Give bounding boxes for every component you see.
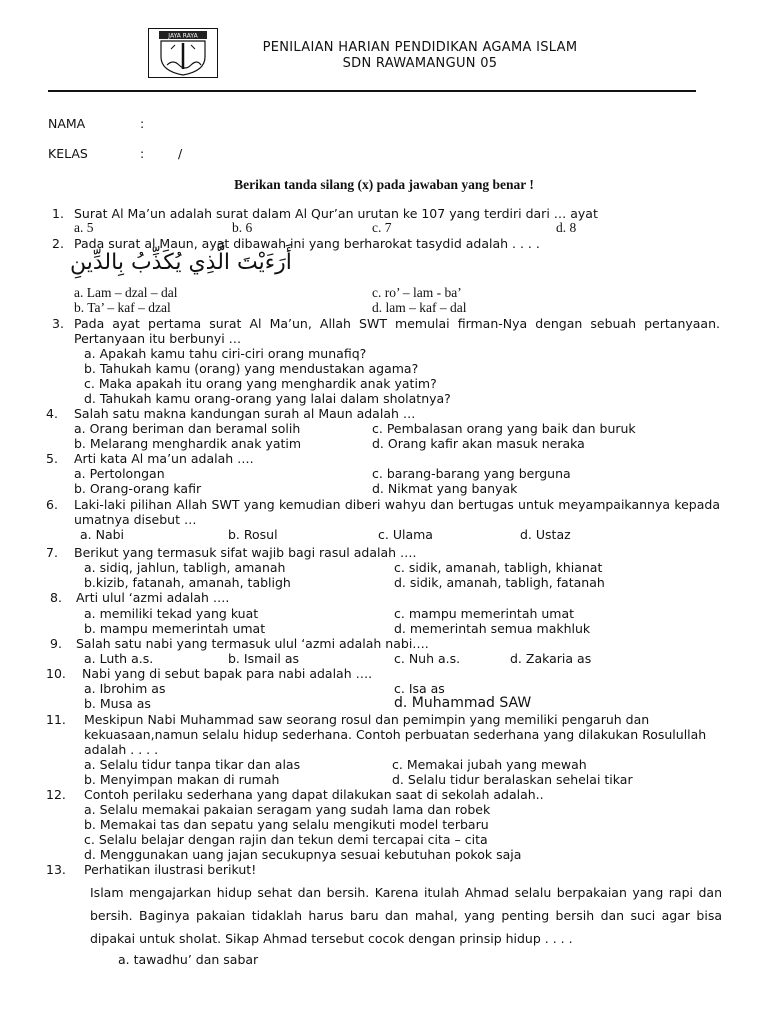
q2-option-a[interactable]: a. Lam – dzal – dal (74, 285, 178, 300)
q11-number: 11. (46, 712, 66, 727)
q13-paragraph-line2: bersih. Baginya pakaian tidaklah harus baru dan mahal, yang penting bersih dan suci agar bisa (90, 908, 722, 923)
q11-text-line3: adalah . . . . (84, 742, 159, 757)
q5-option-c[interactable]: c. barang-barang yang berguna (372, 466, 571, 481)
q9-option-b[interactable]: b. Ismail as (228, 651, 300, 666)
q10-option-a[interactable]: a. Ibrohim as (84, 681, 166, 696)
q4-option-b[interactable]: b. Melarang menghardik anak yatim (74, 436, 302, 451)
q4-text: Salah satu makna kandungan surah al Maun adalah … (74, 406, 416, 421)
school-logo (148, 28, 218, 78)
q3-text-line2: Pertanyaan itu berbunyi … (74, 331, 242, 346)
q11-option-d[interactable]: d. Selalu tidur beralaskan sehelai tikar (392, 772, 633, 787)
q10-option-d[interactable]: d. Muhammad SAW (394, 695, 532, 711)
instruction: Berikan tanda silang (x) pada jawaban yang benar ! (234, 177, 534, 192)
q13-text: Perhatikan ilustrasi berikut! (84, 862, 257, 877)
q11-option-b[interactable]: b. Menyimpan makan di rumah (84, 772, 280, 787)
q12-number: 12. (46, 787, 66, 802)
q1-option-b[interactable]: b. 6 (232, 220, 253, 235)
q9-text: Salah satu nabi yang termasuk ulul ‘azmi adalah nabi…. (76, 636, 429, 651)
q12-option-c[interactable]: c. Selalu belajar dengan rajin dan tekun demi tercapai cita – cita (84, 832, 488, 847)
kelas-colon: : (140, 146, 145, 161)
q6-text-line1: Laki-laki pilihan Allah SWT yang kemudian diberi wahyu dan bertugas untuk meyampaikannya kepada (74, 497, 720, 512)
q1-option-a[interactable]: a. 5 (74, 220, 94, 235)
q11-text-line1: Meskipun Nabi Muhammad saw seorang rosul dan pemimpin yang memiliki pengaruh dan (84, 712, 650, 727)
q5-option-d[interactable]: d. Nikmat yang banyak (372, 481, 518, 496)
q9-number: 9. (50, 636, 62, 651)
q2-arabic-verse: أَرَءَيْتَ الَّذِي يُكَذِّبُ بِالدِّينِ (70, 250, 292, 275)
q3-option-d[interactable]: d. Tahukah kamu orang-orang yang lalai dalam sholatnya? (84, 391, 451, 406)
school-name: SDN RAWAMANGUN 05 (342, 56, 498, 71)
kelas-label: KELAS (48, 146, 88, 161)
q9-option-d[interactable]: d. Zakaria as (510, 651, 592, 666)
q5-option-a[interactable]: a. Pertolongan (74, 466, 165, 481)
q3-option-c[interactable]: c. Maka apakah itu orang yang menghardik anak yatim? (84, 376, 437, 391)
q4-number: 4. (46, 406, 58, 421)
q13-option-a[interactable]: a. tawadhu’ dan sabar (118, 952, 259, 967)
q6-option-a[interactable]: a. Nabi (80, 527, 125, 542)
q6-option-b[interactable]: b. Rosul (228, 527, 278, 542)
q12-text: Contoh perilaku sederhana yang dapat dilakukan saat di sekolah adalah.. (84, 787, 544, 802)
page-title: PENILAIAN HARIAN PENDIDIKAN AGAMA ISLAM (262, 40, 578, 55)
q2-text: Pada surat al Maun, ayat dibawah ini yang berharokat tasydid adalah . . . . (74, 236, 540, 251)
logo-text: JAYA RAYA (168, 32, 198, 40)
q8-number: 8. (50, 590, 62, 605)
q2-option-d[interactable]: d. lam – kaf – dal (372, 300, 467, 315)
q3-option-b[interactable]: b. Tahukah kamu (orang) yang mendustakan agama? (84, 361, 419, 376)
q9-option-a[interactable]: a. Luth a.s. (84, 651, 154, 666)
q8-option-b[interactable]: b. mampu memerintah umat (84, 621, 266, 636)
q4-option-d[interactable]: d. Orang kafir akan masuk neraka (372, 436, 585, 451)
q13-paragraph-line3: dipakai untuk sholat. Sikap Ahmad tersebut cocok dengan prinsip hidup . . . . (90, 931, 573, 946)
q10-number: 10. (46, 666, 66, 681)
q13-paragraph-line1: Islam mengajarkan hidup sehat dan bersih. Karena itulah Ahmad selalu berpakaian yang rapi dan (90, 885, 722, 900)
q11-option-a[interactable]: a. Selalu tidur tanpa tikar dan alas (84, 757, 301, 772)
q2-option-c[interactable]: c. ro’ – lam - ba’ (372, 285, 462, 300)
q9-option-c[interactable]: c. Nuh a.s. (394, 651, 461, 666)
q7-text: Berikut yang termasuk sifat wajib bagi rasul adalah …. (74, 545, 417, 560)
q10-text: Nabi yang di sebut bapak para nabi adalah …. (82, 666, 373, 681)
q3-number: 3. (52, 316, 64, 331)
q13-number: 13. (46, 862, 66, 877)
q7-option-d[interactable]: d. sidik, amanah, tabligh, fatanah (394, 575, 605, 590)
q5-option-b[interactable]: b. Orang-orang kafir (74, 481, 202, 496)
q8-option-d[interactable]: d. memerintah semua makhluk (394, 621, 591, 636)
q2-option-b[interactable]: b. Ta’ – kaf – dzal (74, 300, 171, 315)
q1-number: 1. (52, 206, 64, 221)
q8-text: Arti ulul ‘azmi adalah …. (76, 590, 230, 605)
q6-option-c[interactable]: c. Ulama (378, 527, 433, 542)
q1-option-c[interactable]: c. 7 (372, 220, 392, 235)
q7-option-b[interactable]: b.kizib, fatanah, amanah, tabligh (84, 575, 291, 590)
q8-option-a[interactable]: a. memiliki tekad yang kuat (84, 606, 259, 621)
q7-option-c[interactable]: c. sidik, amanah, tabligh, khianat (394, 560, 603, 575)
q13-illustration (90, 881, 722, 950)
nama-label: NAMA (48, 116, 86, 131)
q3-text-line1: Pada ayat pertama surat Al Ma’un, Allah SWT memulai firman-Nya dengan sebuah pertanyaan. (74, 316, 720, 331)
q10-option-c[interactable]: c. Isa as (394, 681, 445, 696)
q6-text-line2: umatnya disebut … (74, 512, 197, 527)
q2-number: 2. (52, 236, 64, 251)
q12-option-a[interactable]: a. Selalu memakai pakaian seragam yang sudah lama dan robek (84, 802, 491, 817)
q7-option-a[interactable]: a. sidiq, jahlun, tabligh, amanah (84, 560, 286, 575)
q5-number: 5. (46, 451, 58, 466)
q3-option-a[interactable]: a. Apakah kamu tahu ciri-ciri orang munafiq? (84, 346, 367, 361)
q1-option-d[interactable]: d. 8 (556, 220, 577, 235)
q6-number: 6. (46, 497, 58, 512)
q6-option-d[interactable]: d. Ustaz (520, 527, 571, 542)
kelas-slash: / (178, 146, 183, 161)
q12-option-b[interactable]: b. Memakai tas dan sepatu yang selalu mengikuti model terbaru (84, 817, 489, 832)
q8-option-c[interactable]: c. mampu memerintah umat (394, 606, 575, 621)
q7-number: 7. (46, 545, 58, 560)
q5-text: Arti kata Al ma’un adalah …. (74, 451, 254, 466)
q12-option-d[interactable]: d. Menggunakan uang jajan secukupnya sesuai kebutuhan pokok saja (84, 847, 522, 862)
q11-text-line2: kekuasaan,namun selalu hidup sederhana. Contoh perbuatan sederhana yang dilakukan Rosulullah (84, 727, 707, 742)
q10-option-b[interactable]: b. Musa as (84, 696, 151, 711)
q1-text: Surat Al Ma’un adalah surat dalam Al Qur’an urutan ke 107 yang terdiri dari … ayat (74, 206, 598, 221)
q11-option-c[interactable]: c. Memakai jubah yang mewah (392, 757, 587, 772)
q4-option-c[interactable]: c. Pembalasan orang yang baik dan buruk (372, 421, 636, 436)
nama-colon: : (140, 116, 145, 131)
q4-option-a[interactable]: a. Orang beriman dan beramal solih (74, 421, 301, 436)
header-divider (48, 90, 696, 92)
